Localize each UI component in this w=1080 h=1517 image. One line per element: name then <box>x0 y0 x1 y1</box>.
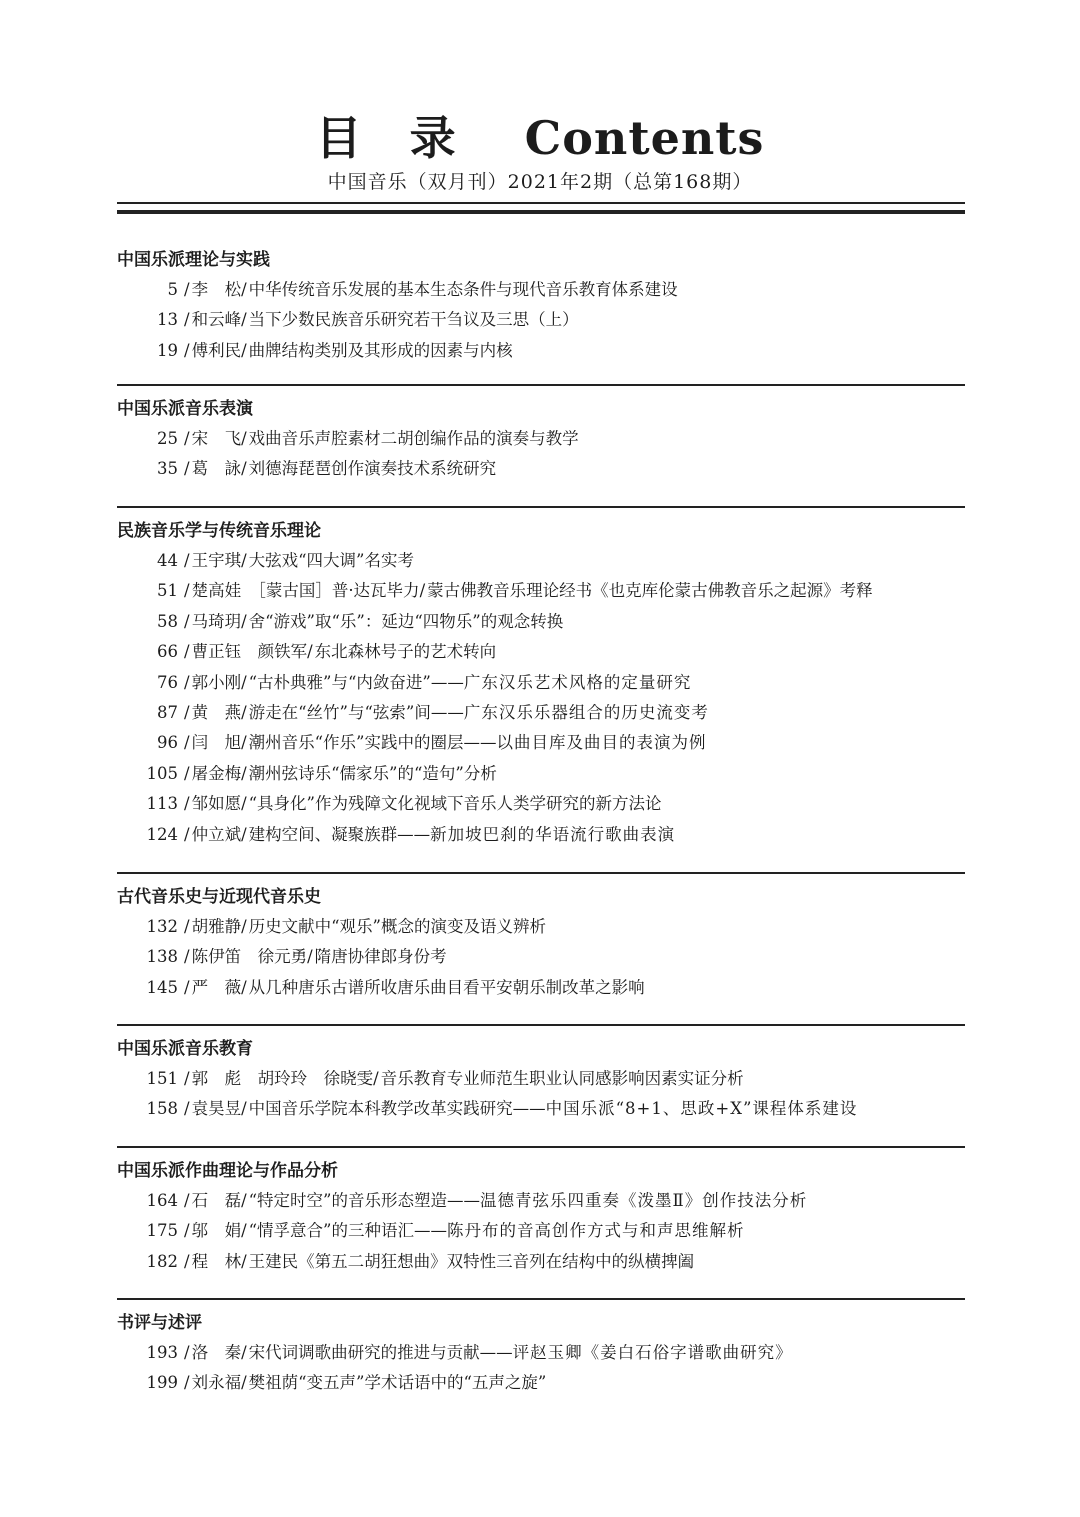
article-title: 樊祖荫“变五声”学术话语中的“五声之旋” <box>248 1373 547 1393</box>
author-name: 郭小刚 <box>191 672 242 692</box>
toc-section <box>117 506 965 850</box>
separator-slash: / <box>241 340 247 360</box>
toc-entry[interactable] <box>117 1368 965 1398</box>
toc-entry[interactable] <box>117 1064 965 1094</box>
author-name: 屠金梅 <box>191 763 242 783</box>
toc-entry[interactable] <box>117 698 965 728</box>
article-subtitle: 广东汉乐艺术风格的定量研究 <box>463 672 692 692</box>
author-name: 李 松 <box>191 280 242 299</box>
article-subtitle: 温德青弦乐四重奏《泼墨Ⅱ》创作技法分析 <box>480 1191 808 1210</box>
author-name: 邹如愿 <box>191 794 242 814</box>
author-name: 胡雅静 <box>191 917 242 936</box>
separator-slash: / <box>241 280 247 299</box>
separator-slash: / <box>241 429 247 448</box>
toc-section <box>117 384 965 485</box>
page-number: 5 <box>167 280 178 299</box>
toc-entry[interactable] <box>117 1094 965 1124</box>
separator-slash: / <box>184 280 190 299</box>
author-name: 陈伊笛 徐元勇 <box>191 947 308 967</box>
page-number: 25 <box>157 429 178 448</box>
page-number: 124 <box>146 824 178 844</box>
author-name: 洛 秦 <box>191 1343 242 1362</box>
section-heading: 中国乐派音乐表演 <box>117 399 253 419</box>
article-title: 历史文献中“观乐”概念的演变及语义辨析 <box>248 917 546 936</box>
author-name: 马琦玥 <box>191 611 242 631</box>
separator-slash: / <box>184 702 190 722</box>
article-subtitle: 新加坡巴刹的华语流行歌曲表演 <box>430 824 676 844</box>
article-title: 戏曲音乐声腔素材二胡创编作品的演奏与教学 <box>248 429 579 448</box>
author-name: 程 林 <box>191 1251 242 1271</box>
separator-slash: / <box>241 1099 247 1119</box>
journal-issue-line: 中国音乐（双月刊）2021年2期（总第168期） <box>327 171 753 193</box>
article-subtitle: 以曲目库及曲目的表演为例 <box>496 733 707 753</box>
contents-title <box>0 108 1080 168</box>
toc-entry[interactable] <box>117 607 965 637</box>
separator-slash: / <box>184 611 190 631</box>
separator-slash: / <box>184 1373 190 1393</box>
toc-entry[interactable] <box>117 546 965 576</box>
toc-entry[interactable] <box>117 275 965 305</box>
page-number: 58 <box>157 611 178 631</box>
author-name: 闫 旭 <box>191 733 242 753</box>
page-number: 145 <box>146 977 178 997</box>
author-name: 傅利民 <box>191 340 242 360</box>
section-heading: 民族音乐学与传统音乐理论 <box>117 521 321 541</box>
author-name: 石 磊 <box>191 1191 242 1210</box>
author-name: 和云峰 <box>191 310 242 330</box>
separator-slash: / <box>184 1221 190 1241</box>
page-number: 158 <box>146 1099 178 1119</box>
article-title: 曲牌结构类别及其形成的因素与内核 <box>248 340 513 360</box>
page-number: 193 <box>146 1343 178 1362</box>
page-number: 132 <box>146 917 178 936</box>
section-heading: 中国乐派音乐教育 <box>117 1039 253 1059</box>
page-number: 105 <box>146 763 178 783</box>
page-number: 175 <box>146 1221 178 1241</box>
section-heading: 中国乐派作曲理论与作品分析 <box>117 1161 338 1181</box>
page-number: 13 <box>157 310 178 330</box>
page-number: 113 <box>146 794 178 814</box>
toc-entry[interactable] <box>117 305 965 335</box>
page-number: 19 <box>157 340 178 360</box>
article-title: 舍“游戏”取“乐”：延边“四物乐”的观念转换 <box>248 611 564 631</box>
toc-entry[interactable] <box>117 1186 965 1216</box>
page-number: 138 <box>146 947 178 967</box>
article-subtitle: 评赵玉卿《姜白石俗字谱歌曲研究》 <box>512 1343 793 1362</box>
article-title: “特定时空”的音乐形态塑造—— <box>248 1191 480 1210</box>
toc-entry[interactable] <box>117 728 965 758</box>
separator-slash: / <box>184 947 190 967</box>
toc-entry[interactable] <box>117 1216 965 1246</box>
separator-slash: / <box>184 459 190 479</box>
separator-slash: / <box>184 1343 190 1362</box>
article-title: 东北森林号子的艺术转向 <box>314 642 497 662</box>
toc-section <box>117 1298 965 1399</box>
separator-slash: / <box>184 794 190 814</box>
page-number: 35 <box>157 459 178 479</box>
article-title: 建构空间、凝聚族群—— <box>248 824 431 844</box>
toc-section <box>117 1146 965 1277</box>
separator-slash: / <box>184 917 190 936</box>
toc-entry[interactable] <box>117 454 965 484</box>
separator-slash: / <box>373 1069 379 1088</box>
title-chinese: 目录 <box>315 111 504 165</box>
separator-slash: / <box>241 702 247 722</box>
article-title: “情孚意合”的三种语汇—— <box>248 1221 447 1241</box>
article-title: 中华传统音乐发展的基本生态条件与现代音乐教育体系建设 <box>248 280 678 299</box>
author-name: 郭 彪 胡玲玲 徐晓雯 <box>191 1069 374 1088</box>
toc-entry[interactable] <box>117 1247 965 1277</box>
author-name: 王宇琪 <box>191 551 242 570</box>
header-double-rule <box>117 202 965 214</box>
separator-slash: / <box>241 551 247 570</box>
separator-slash: / <box>184 551 190 570</box>
separator-slash: / <box>184 824 190 844</box>
separator-slash: / <box>184 310 190 330</box>
article-title: “古朴典雅”与“内敛奋进”—— <box>248 672 464 692</box>
article-subtitle: 陈丹布的音高创作方式与和声思维解析 <box>447 1221 745 1241</box>
article-title: 潮州弦诗乐“儒家乐”的“造句”分析 <box>248 763 497 783</box>
separator-slash: / <box>184 1251 190 1271</box>
separator-slash: / <box>241 1221 247 1241</box>
author-name: 葛 詠 <box>191 459 242 479</box>
toc-entry[interactable] <box>117 820 965 850</box>
article-title: 大弦戏“四大调”名实考 <box>248 551 414 570</box>
article-subtitle: 中国乐派“8+1、思政+X”课程体系建设 <box>545 1099 858 1119</box>
separator-slash: / <box>184 429 190 448</box>
separator-slash: / <box>241 1373 247 1393</box>
separator-slash: / <box>184 642 190 662</box>
toc-entry[interactable] <box>117 336 965 366</box>
separator-slash: / <box>184 1191 190 1210</box>
page-number: 96 <box>157 733 178 753</box>
article-title: 刘德海琵琶创作演奏技术系统研究 <box>248 459 497 479</box>
author-name: 严 薇 <box>191 977 242 997</box>
page-number: 199 <box>146 1373 178 1393</box>
article-title: 王建民《第五二胡狂想曲》双特性三音列在结构中的纵横捭阖 <box>248 1251 695 1271</box>
section-heading: 书评与述评 <box>117 1313 202 1333</box>
article-title: 从几种唐乐古谱所收唐乐曲目看平安朝乐制改革之影响 <box>248 977 645 997</box>
page-number: 87 <box>157 702 178 722</box>
author-name: 曹正钰 颜铁军 <box>191 642 308 662</box>
author-name: 仲立斌 <box>191 824 242 844</box>
separator-slash: / <box>184 977 190 997</box>
separator-slash: / <box>241 672 247 692</box>
author-name: 袁昊昱 <box>191 1099 242 1119</box>
toc-entry[interactable] <box>117 1338 965 1368</box>
page-number: 182 <box>146 1251 178 1271</box>
page-number: 76 <box>157 672 178 692</box>
separator-slash: / <box>241 917 247 936</box>
toc-entry[interactable] <box>117 789 965 819</box>
title-english: Contents <box>524 111 765 165</box>
article-title: 音乐教育专业师范生职业认同感影响因素实证分析 <box>380 1069 744 1088</box>
toc-entry[interactable] <box>117 668 965 698</box>
separator-slash: / <box>184 733 190 753</box>
toc-section <box>117 237 965 366</box>
separator-slash: / <box>184 1099 190 1119</box>
article-title: 潮州音乐“作乐”实践中的圈层—— <box>248 733 497 753</box>
author-name: 刘永福 <box>191 1373 242 1393</box>
author-name: 黄 燕 <box>191 702 242 722</box>
section-heading: 中国乐派理论与实践 <box>117 250 270 270</box>
separator-slash: / <box>184 340 190 360</box>
separator-slash: / <box>241 1251 247 1271</box>
article-subtitle: 广东汉乐乐器组合的历史流变考 <box>463 702 709 722</box>
author-name: 邬 娟 <box>191 1221 242 1241</box>
separator-slash: / <box>419 581 426 601</box>
article-title: 蒙古佛教音乐理论经书《也克库伦蒙古佛教音乐之起源》考释 <box>427 581 873 601</box>
page-number: 164 <box>146 1191 178 1210</box>
separator-slash: / <box>307 642 313 662</box>
separator-slash: / <box>241 459 247 479</box>
author-name: 楚高娃 ［蒙古国］普·达瓦毕力 <box>191 581 420 601</box>
separator-slash: / <box>241 794 247 814</box>
toc-entry[interactable] <box>117 637 965 667</box>
toc-entry[interactable] <box>117 912 965 942</box>
author-name: 宋 飞 <box>191 429 242 448</box>
separator-slash: / <box>184 581 190 601</box>
page-number: 44 <box>157 551 178 570</box>
page-number: 66 <box>157 642 178 662</box>
article-title: 当下少数民族音乐研究若干刍议及三思（上） <box>248 310 579 330</box>
article-title: 隋唐协律郎身份考 <box>314 947 447 967</box>
separator-slash: / <box>307 947 313 967</box>
toc-section <box>117 1024 965 1125</box>
toc-section <box>117 872 965 1003</box>
page-number: 51 <box>157 581 178 601</box>
article-title: 宋代词调歌曲研究的推进与贡献—— <box>248 1343 513 1362</box>
page-number: 151 <box>146 1069 178 1088</box>
toc-entry[interactable] <box>117 973 965 1003</box>
separator-slash: / <box>241 733 247 753</box>
separator-slash: / <box>241 611 247 631</box>
separator-slash: / <box>241 1191 247 1210</box>
separator-slash: / <box>184 672 190 692</box>
toc-entry[interactable] <box>117 759 965 789</box>
separator-slash: / <box>241 824 247 844</box>
separator-slash: / <box>241 763 247 783</box>
section-heading: 古代音乐史与近现代音乐史 <box>117 887 321 907</box>
toc-entry[interactable] <box>117 576 965 606</box>
separator-slash: / <box>241 1343 247 1362</box>
separator-slash: / <box>241 310 247 330</box>
article-title: 中国音乐学院本科教学改革实践研究—— <box>248 1099 546 1119</box>
separator-slash: / <box>241 977 247 997</box>
toc-entry[interactable] <box>117 942 965 972</box>
toc-entry[interactable] <box>117 424 965 454</box>
separator-slash: / <box>184 1069 190 1088</box>
article-title: 游走在“丝竹”与“弦索”间—— <box>248 702 464 722</box>
separator-slash: / <box>184 763 190 783</box>
article-title: “具身化”作为残障文化视域下音乐人类学研究的新方法论 <box>248 794 662 814</box>
